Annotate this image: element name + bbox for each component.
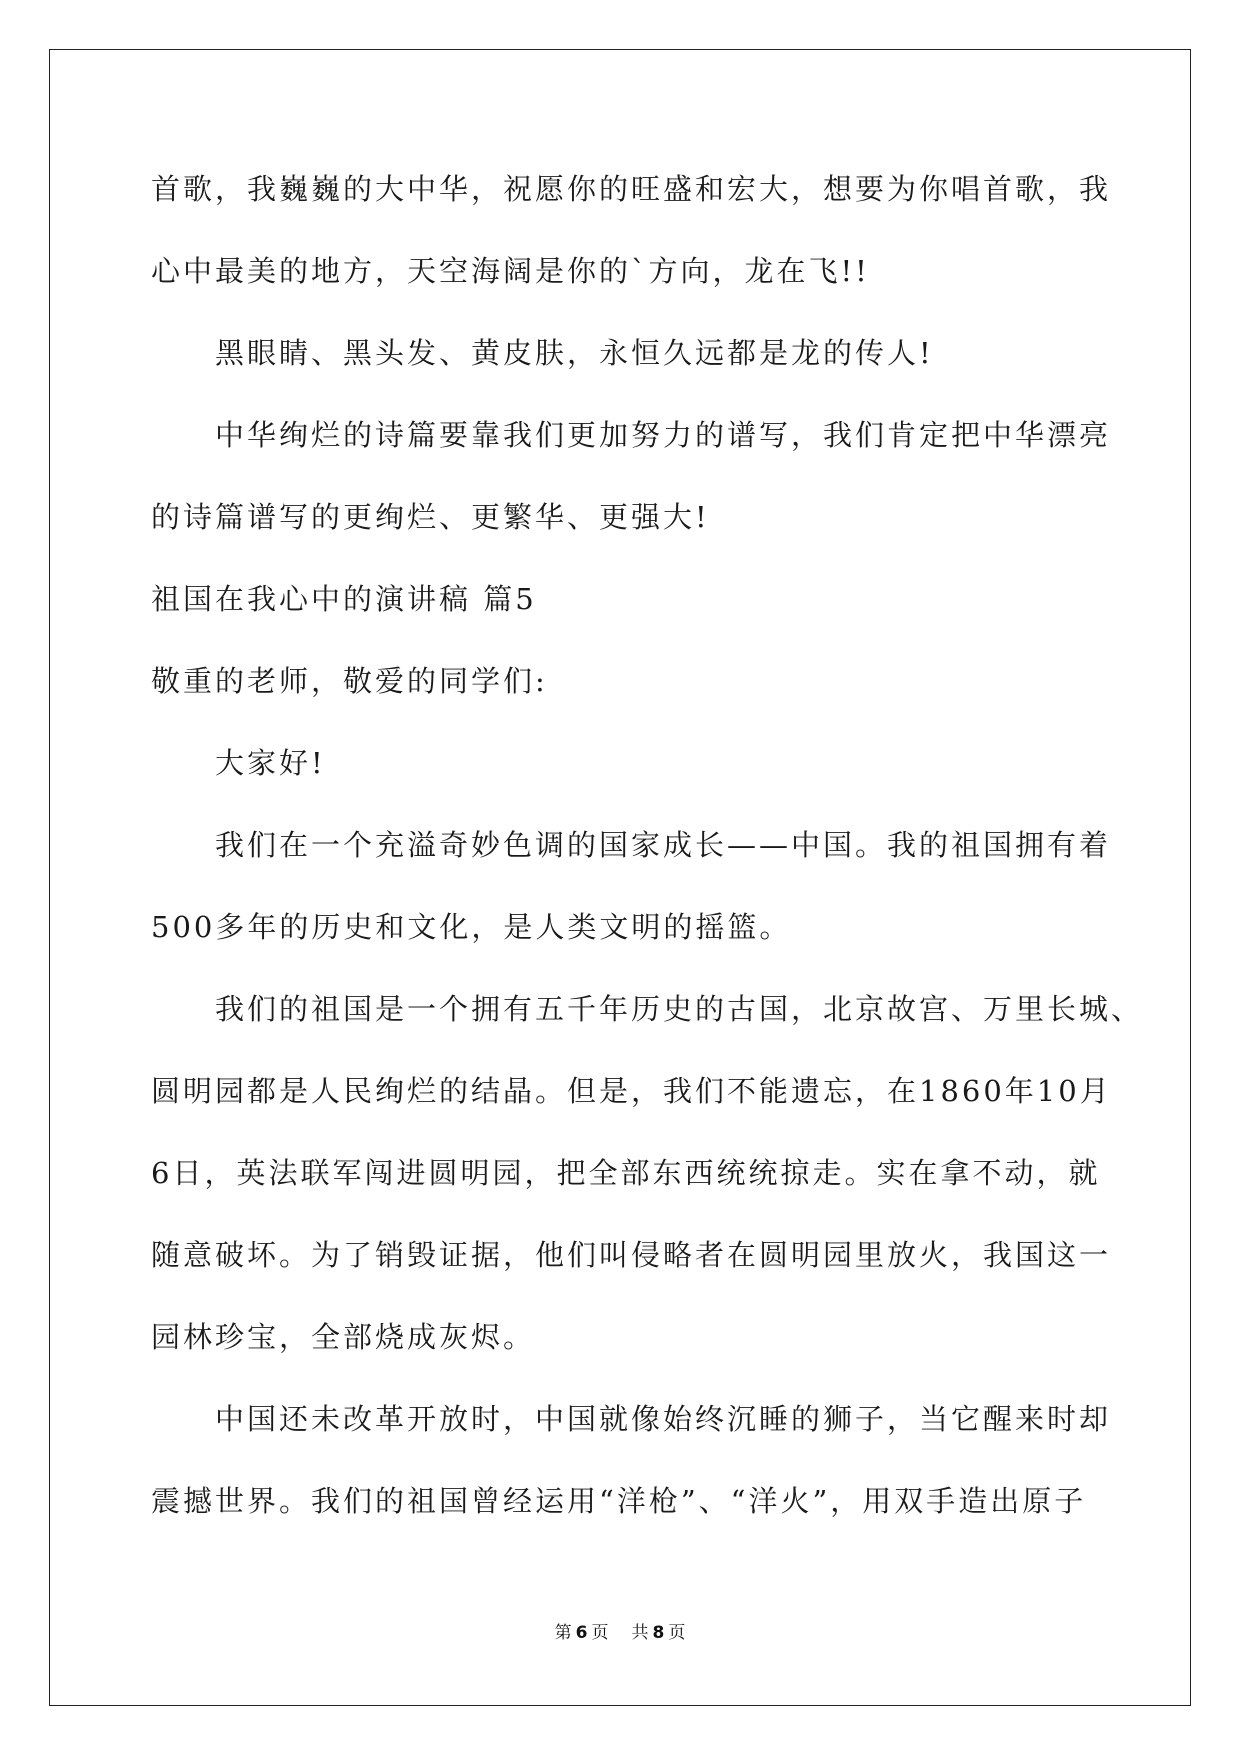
paragraph-line: 震撼世界。我们的祖国曾经运用“洋枪”、“洋火”，用双手造出原子: [151, 1484, 1087, 1518]
page-unit: 页: [591, 1623, 610, 1643]
salutation: 敬重的老师，敬爱的同学们:: [151, 664, 548, 698]
paragraph-line: 心中最美的地方，天空海阔是你的`方向，龙在飞!!: [151, 254, 870, 288]
paragraph-line: 500多年的历史和文化，是人类文明的摇篮。: [151, 910, 792, 944]
current-page-number: 6: [575, 1623, 589, 1643]
paragraph-line: 随意破坏。为了销毁证据，他们叫侵略者在圆明园里放火，我国这一: [151, 1238, 1112, 1272]
paragraph-line: 我们的祖国是一个拥有五千年历史的古国，北京故宫、万里长城、: [215, 992, 1144, 1026]
total-pages-number: 8: [652, 1623, 666, 1643]
paragraph-line: 中华绚烂的诗篇要靠我们更加努力的谱写，我们肯定把中华漂亮: [215, 418, 1112, 452]
total-unit: 页: [668, 1623, 687, 1643]
document-body: [151, 160, 1144, 1554]
paragraph-line: 的诗篇谱写的更绚烂、更繁华、更强大!: [151, 500, 710, 534]
paragraph-line: 6日，英法联军闯进圆明园，把全部东西统统掠走。实在拿不动，就: [151, 1156, 1101, 1190]
paragraph-line: 园林珍宝，全部烧成灰烬。: [151, 1320, 536, 1354]
total-prefix: 共: [631, 1623, 650, 1643]
paragraph-line: 我们在一个充溢奇妙色调的国家成长——中国。我的祖国拥有着: [215, 828, 1112, 862]
page-prefix: 第: [554, 1623, 573, 1643]
paragraph-line: 黑眼睛、黑头发、黄皮肤，永恒久远都是龙的传人!: [215, 336, 934, 370]
paragraph-line: 中国还未改革开放时，中国就像始终沉睡的狮子，当它醒来时却: [215, 1402, 1112, 1436]
paragraph-line: 首歌，我巍巍的大中华，祝愿你的旺盛和宏大，想要为你唱首歌，我: [151, 172, 1112, 206]
section-heading: 祖国在我心中的演讲稿 篇5: [151, 582, 537, 616]
greeting: 大家好!: [215, 746, 326, 780]
page-footer: [0, 1618, 1241, 1643]
paragraph-line: 圆明园都是人民绚烂的结晶。但是，我们不能遗忘，在1860年10月: [151, 1074, 1112, 1108]
